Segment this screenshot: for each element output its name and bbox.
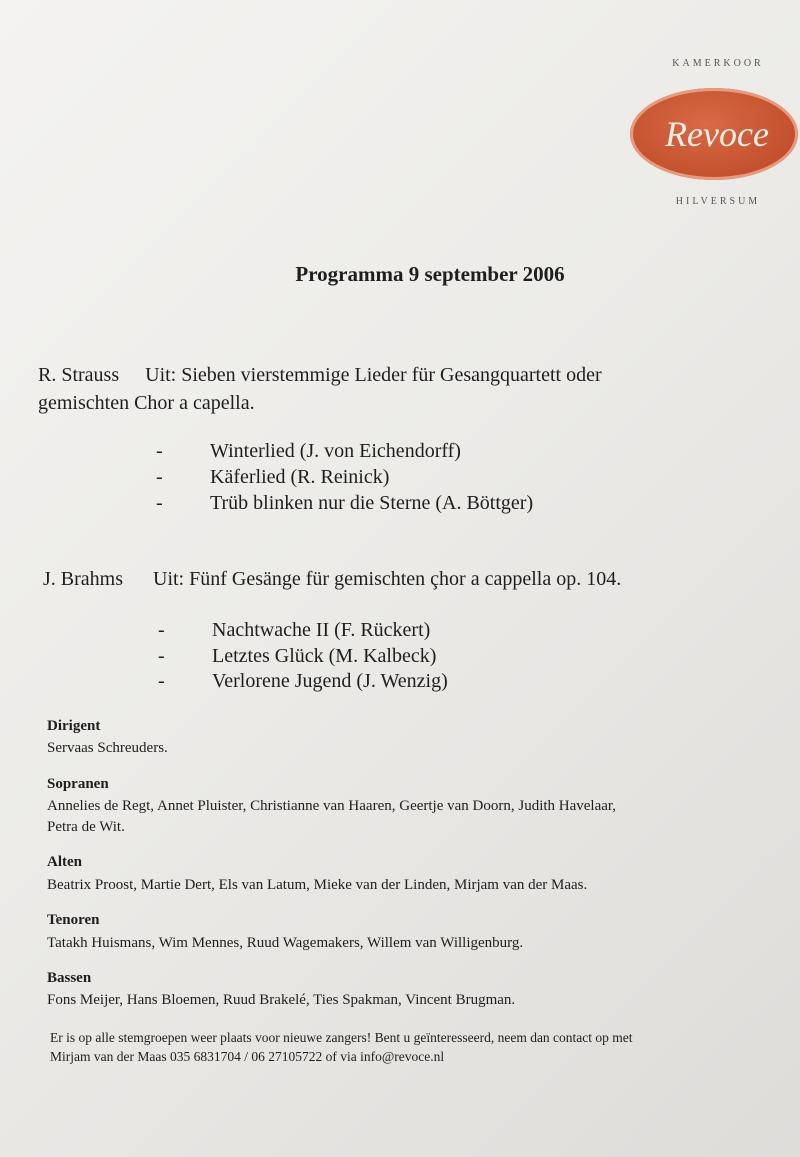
section-head-bassen: Bassen: [47, 970, 92, 986]
list-dash: -: [156, 440, 163, 462]
piece-brahms-line1: Uit: Fünf Gesänge für gemischten çhor a cappella op. 104.: [153, 568, 622, 590]
footer-line2: Mirjam van der Maas 035 6831704 / 06 27105722 of via info@revoce.nl: [50, 1049, 445, 1064]
section-head-dirigent: Dirigent: [47, 718, 101, 734]
list-dash: -: [156, 466, 163, 488]
piece-strauss-line2: gemischten Chor a capella.: [38, 392, 255, 414]
piece-strauss-line1: Uit: Sieben vierstemmige Lieder für Gesangquartett oder: [145, 364, 602, 386]
logo-name: Revoce: [665, 114, 769, 154]
list-item: Nachtwache II (F. Rückert): [212, 619, 431, 641]
list-item: Trüb blinken nur die Sterne (A. Böttger): [210, 492, 534, 514]
list-dash: -: [158, 670, 165, 692]
section-body-bassen: Fons Meijer, Hans Bloemen, Ruud Brakelé, Ties Spakman, Vincent Brugman.: [47, 992, 516, 1008]
section-head-sopranen: Sopranen: [47, 776, 109, 792]
section-head-alten: Alten: [47, 854, 82, 870]
piece-strauss-header: [38, 364, 602, 387]
list-dash: -: [156, 492, 163, 514]
page-title: Programma 9 september 2006: [295, 262, 565, 286]
composer-brahms: J. Brahms: [43, 568, 123, 590]
composer-strauss: R. Strauss: [38, 364, 120, 386]
revoce-logo: [630, 88, 798, 180]
section-body-dirigent: Servaas Schreuders.: [47, 740, 168, 756]
footer-note: [50, 1028, 770, 1066]
section-head-tenoren: Tenoren: [47, 912, 100, 928]
list-dash: -: [158, 645, 165, 667]
piece-brahms-header: [43, 568, 621, 591]
list-dash: -: [158, 619, 165, 641]
list-item: Käferlied (R. Reinick): [210, 466, 390, 488]
list-item: Letztes Glück (M. Kalbeck): [212, 645, 437, 667]
list-item: Verlorene Jugend (J. Wenzig): [212, 670, 448, 692]
section-body-tenoren: Tatakh Huismans, Wim Mennes, Ruud Wagemakers, Willem van Willigenburg.: [47, 935, 524, 951]
logo-bottom-text: HILVERSUM: [675, 196, 761, 207]
section-body-alten: Beatrix Proost, Martie Dert, Els van Latum, Mieke van der Linden, Mirjam van der Maas.: [47, 877, 588, 893]
section-body-sopranen-2: Petra de Wit.: [47, 819, 125, 835]
list-item: Winterlied (J. von Eichendorff): [210, 440, 461, 462]
footer-line1: Er is op alle stemgroepen weer plaats voor nieuwe zangers! Bent u geïnteresseerd, neem dan contact op met: [50, 1030, 633, 1045]
section-body-sopranen: Annelies de Regt, Annet Pluister, Christianne van Haaren, Geertje van Doorn, Judith Havelaar,: [47, 798, 617, 814]
logo-top-text: KAMERKOOR: [672, 58, 764, 69]
